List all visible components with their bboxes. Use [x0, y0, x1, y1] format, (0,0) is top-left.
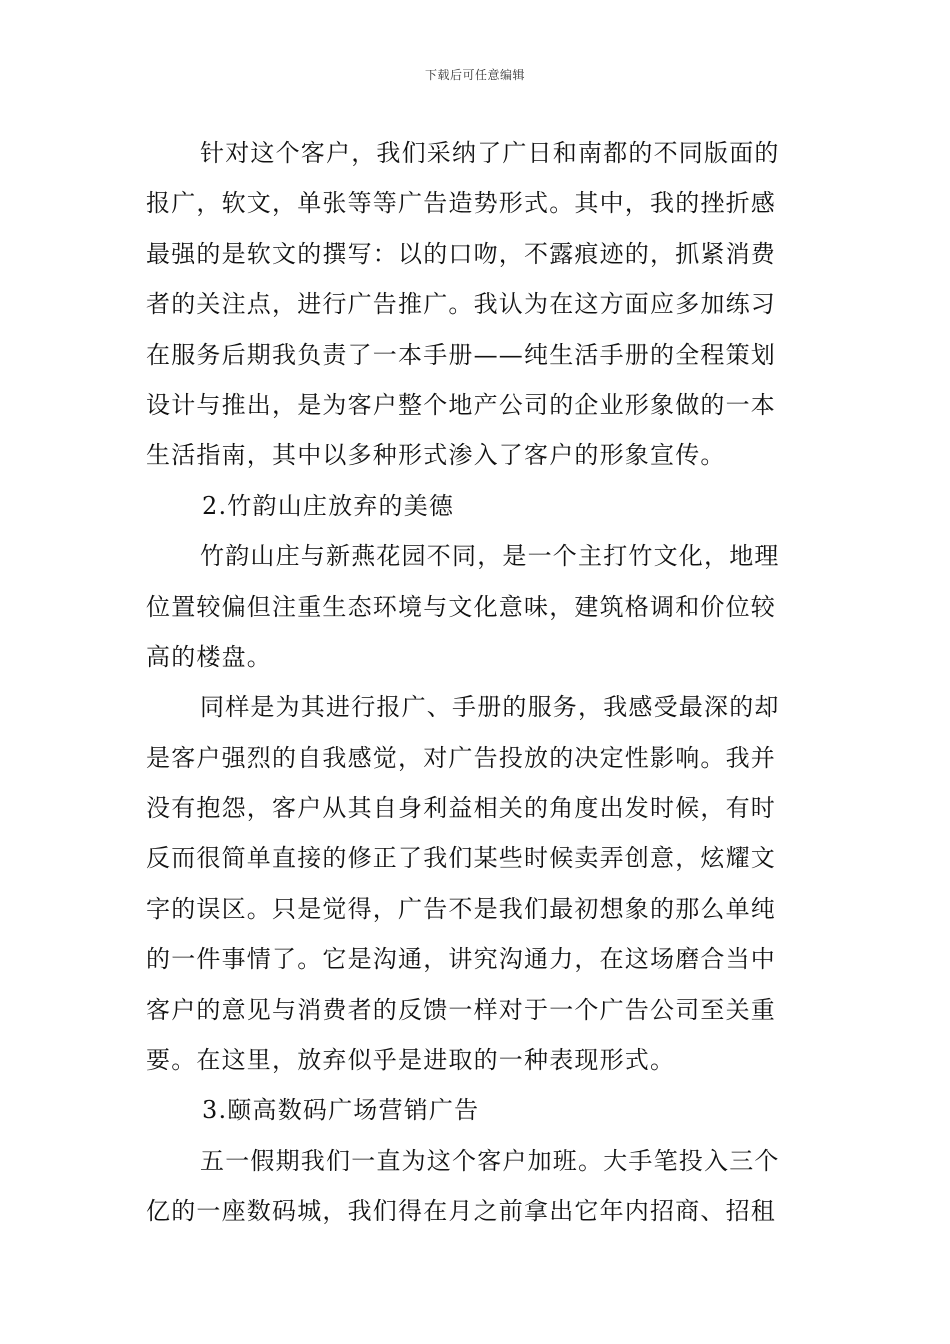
paragraph-line: 位置较偏但注重生态环境与文化意味，建筑格调和价位较 [146, 592, 776, 621]
section-heading: 2.竹韵山庄放弃的美德 [202, 491, 455, 520]
paragraph-line: 反而很简单直接的修正了我们某些时候卖弄创意，炫耀文 [146, 844, 776, 873]
paragraph-line: 设计与推出，是为客户整个地产公司的企业形象做的一本 [146, 390, 776, 419]
paragraph-line: 亿的一座数码城，我们得在月之前拿出它年内招商、招租 [146, 1197, 776, 1226]
paragraph-line: 者的关注点，进行广告推广。我认为在这方面应多加练习 [146, 290, 776, 319]
paragraph-line: 五一假期我们一直为这个客户加班。大手笔投入三个 [200, 1146, 780, 1175]
paragraph-line: 竹韵山庄与新燕花园不同，是一个主打竹文化，地理 [200, 542, 780, 571]
document-body [146, 128, 806, 1237]
paragraph-line: 在服务后期我负责了一本手册——纯生活手册的全程策划 [146, 340, 776, 369]
paragraph-line: 高的楼盘。 [146, 642, 272, 671]
paragraph-line: 字的误区。只是觉得，广告不是我们最初想象的那么单纯 [146, 894, 776, 923]
paragraph-line: 是客户强烈的自我感觉，对广告投放的决定性影响。我并 [146, 743, 776, 772]
paragraph-line: 针对这个客户，我们采纳了广日和南都的不同版面的 [200, 139, 780, 167]
paragraph-line: 报广，软文，单张等等广告造势形式。其中，我的挫折感 [146, 189, 776, 218]
section-heading: 3.颐高数码广场营销广告 [202, 1096, 480, 1125]
paragraph-line: 要。在这里，放弃似乎是进取的一种表现形式。 [146, 1046, 676, 1075]
paragraph-line: 最强的是软文的撰写：以的口吻，不露痕迹的，抓紧消费 [146, 239, 776, 268]
paragraph-line: 的一件事情了。它是沟通，讲究沟通力，在这场磨合当中 [146, 945, 776, 974]
page-header-note: 下载后可任意编辑 [424, 68, 525, 82]
paragraph-line: 没有抱怨，客户从其自身利益相关的角度出发时候，有时 [146, 794, 776, 823]
paragraph-line: 同样是为其进行报广、手册的服务，我感受最深的却 [200, 693, 780, 722]
paragraph-line: 生活指南，其中以多种形式渗入了客户的形象宣传。 [146, 441, 726, 470]
paragraph-line: 客户的意见与消费者的反馈一样对于一个广告公司至关重 [146, 995, 776, 1024]
